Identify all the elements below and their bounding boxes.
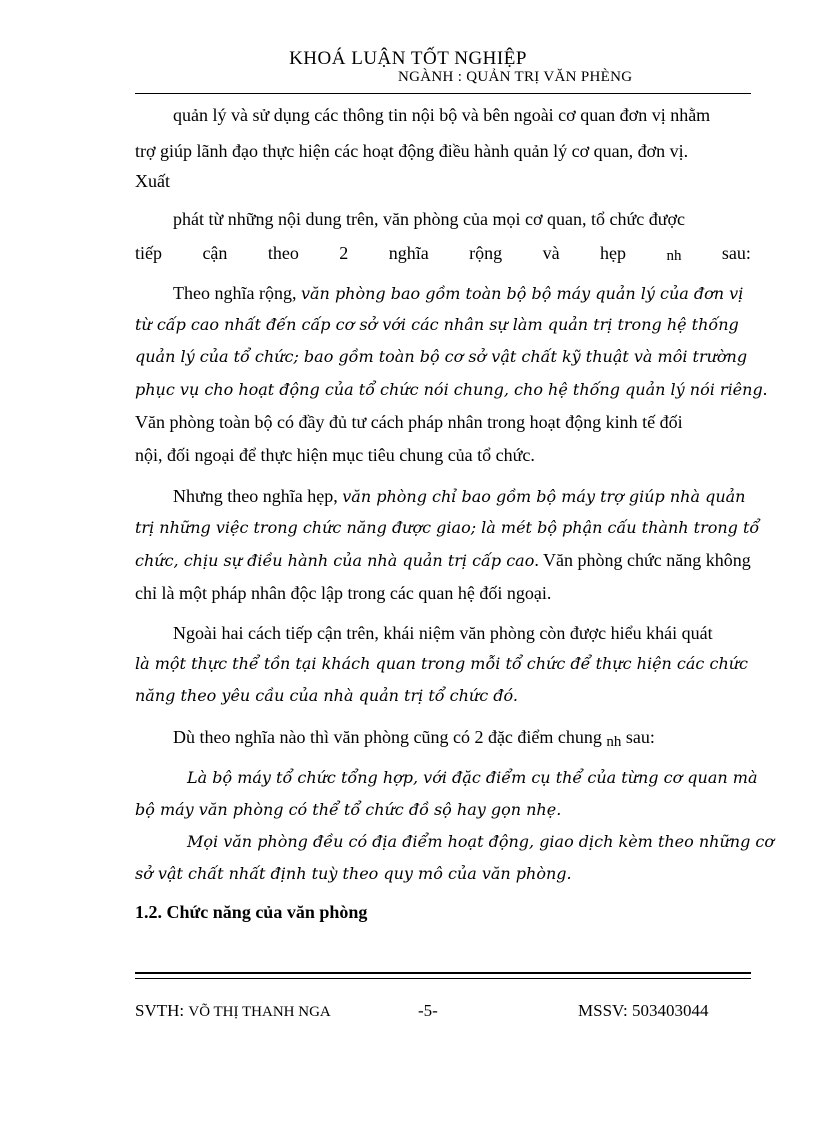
italic-line: quản lý của tổ chức; bao gồm toàn bộ cơ sở vật chất kỹ thuật và môi trường — [135, 347, 748, 366]
header-divider — [135, 93, 751, 94]
footer-divider-thick — [135, 972, 751, 974]
italic-line: Mọi văn phòng đều có địa điểm hoạt động, giao dịch kèm theo những cơ — [187, 832, 774, 851]
text-line — [135, 549, 751, 572]
word: nghĩa — [388, 243, 429, 263]
word: tiếp — [135, 243, 162, 263]
text-line: phát từ những nội dung trên, văn phòng của mọi cơ quan, tổ chức được — [173, 209, 685, 229]
footer-mssv: MSSV: 503403044 — [578, 1001, 709, 1020]
text-line — [135, 378, 768, 401]
text-run: sau: — [621, 727, 655, 747]
text-line: chỉ là một pháp nhân độc lập trong các quan hệ đối ngoại. — [135, 583, 552, 603]
footer-svth-label: SVTH: — [135, 1001, 189, 1020]
text-run: Dù theo nghĩa nào thì văn phòng cũng có 2 đặc điểm chung — [173, 727, 607, 747]
text-line: Ngoài hai cách tiếp cận trên, khái niệm văn phòng còn được hiểu khái quát — [173, 623, 713, 643]
italic-line: năng theo yêu cầu của nhà quản trị tổ chức đó. — [135, 686, 518, 705]
footer-divider-thin — [135, 978, 751, 979]
italic-line: bộ máy văn phòng có thể tổ chức đồ sộ hay gọn nhẹ. — [135, 800, 562, 819]
footer-page-number: -5- — [418, 1001, 438, 1020]
page-header-title: KHOÁ LUẬN TỐT NGHIỆP — [289, 48, 527, 69]
italic-run: văn phòng bao gồm toàn bộ bộ máy quản lý của đơn vị — [300, 284, 744, 303]
italic-line: trị những việc trong chức năng được giao; là mét bộ phận cấu thành trong tổ — [135, 518, 760, 537]
page-header-subtitle: NGÀNH : QUẢN TRỊ VĂN PHÈNG — [398, 69, 633, 85]
italic-line: là một thực thể tồn tại khách quan trong mỗi tổ chức để thực hiện các chức — [135, 654, 749, 673]
italic-run: văn phòng chỉ bao gồm bộ máy trợ giúp nhà quản — [342, 487, 746, 506]
text-run: . Văn phòng chức năng không — [534, 550, 751, 570]
word: cận — [202, 243, 228, 263]
text-line: nội, đối ngoại để thực hiện mục tiêu chung của tổ chức. — [135, 445, 535, 465]
word: hẹp — [600, 243, 627, 263]
word: nh — [666, 248, 682, 264]
footer-student-name: VÕ THỊ THANH NGA — [188, 1004, 331, 1020]
italic-line: từ cấp cao nhất đến cấp cơ sở với các nhân sự làm quản trị trong hệ thống — [135, 315, 739, 334]
text-line: Văn phòng toàn bộ có đầy đủ tư cách pháp nhân trong hoạt động kinh tế đối — [135, 412, 683, 432]
italic-line: Là bộ máy tổ chức tổng hợp, với đặc điểm cụ thể của từng cơ quan mà — [187, 768, 758, 787]
text-run: nh — [606, 734, 622, 750]
word: rộng — [469, 243, 503, 263]
text-line: trợ giúp lãnh đạo thực hiện các hoạt động điều hành quản lý cơ quan, đơn vị. — [135, 141, 689, 161]
italic-run: phục vụ cho hoạt động của tổ chức nói chung, cho hệ thống quản lý nói riêng — [135, 380, 763, 399]
word: theo — [267, 243, 299, 263]
text-run: Nhưng theo nghĩa hẹp, — [173, 486, 343, 506]
italic-run: chức, chịu sự điều hành của nhà quản trị cấp cao — [135, 551, 535, 570]
section-heading: 1.2. Chức năng của văn phòng — [135, 902, 368, 922]
text-line — [173, 282, 751, 305]
footer-student — [135, 1001, 331, 1021]
text-line — [173, 485, 751, 508]
word: sau: — [721, 243, 751, 263]
text-run: . — [762, 379, 768, 399]
text-line — [173, 726, 751, 750]
text-line: Xuất — [135, 171, 170, 191]
word: 2 — [339, 243, 349, 263]
text-line: quản lý và sử dụng các thông tin nội bộ và bên ngoài cơ quan đơn vị nhằm — [173, 105, 711, 125]
text-run: Theo nghĩa rộng, — [173, 283, 301, 303]
word: và — [542, 243, 560, 263]
italic-line: sở vật chất nhất định tuỳ theo quy mô của văn phòng. — [135, 864, 572, 883]
text-line-justified — [135, 242, 751, 264]
